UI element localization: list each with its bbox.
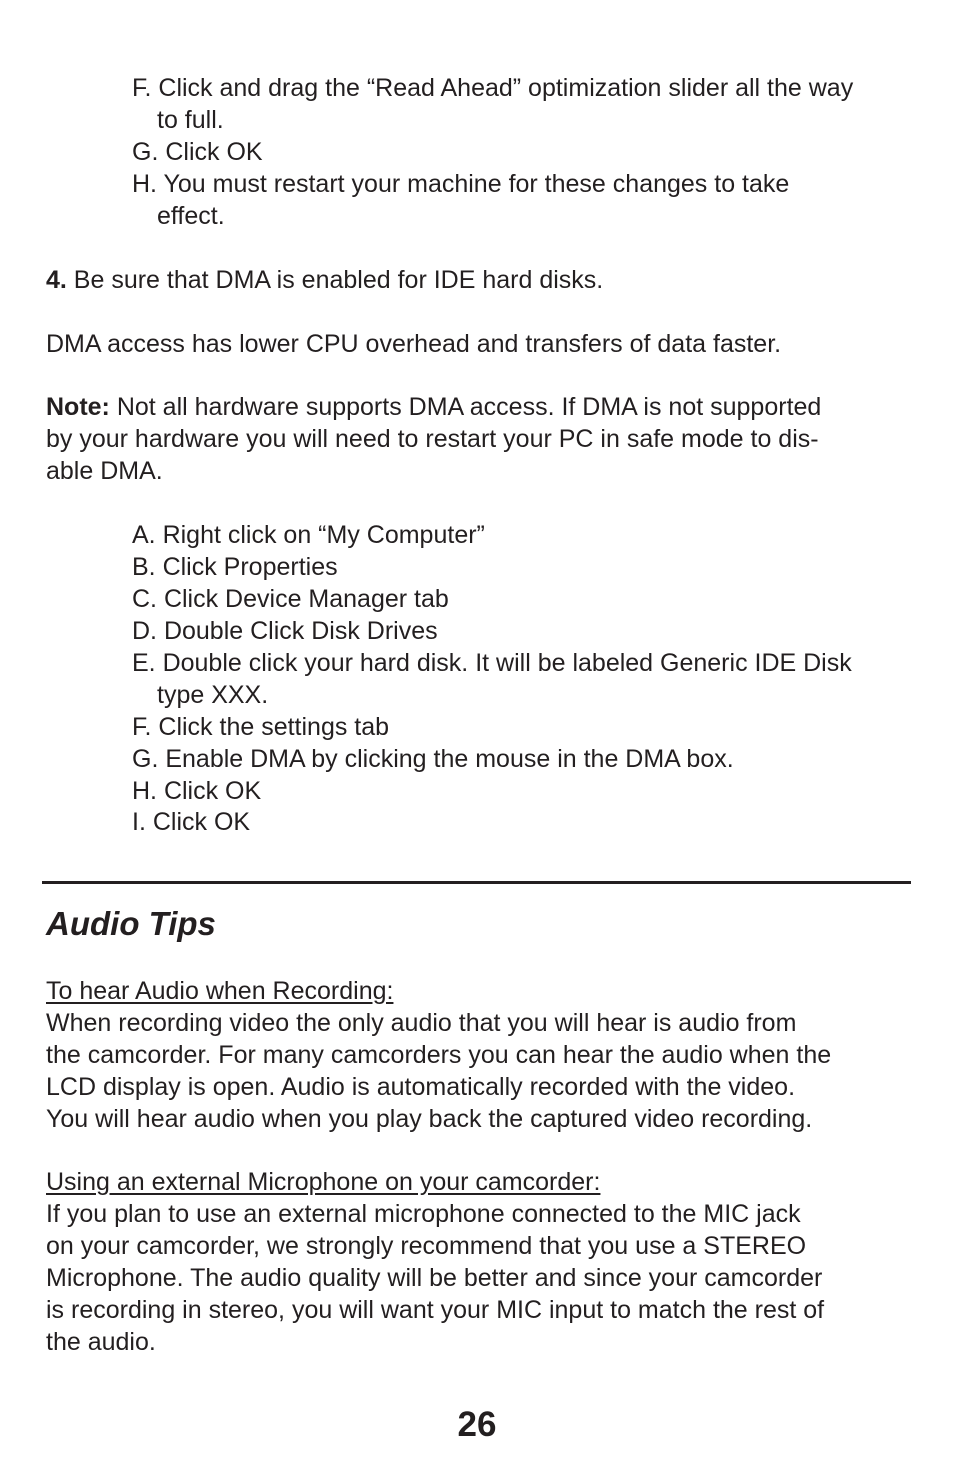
note-line-2: by your hardware you will need to restart your PC in safe mode to dis-	[46, 425, 819, 453]
dma-step-i: I. Click OK	[132, 808, 251, 836]
recording-heading: To hear Audio when Recording:	[46, 977, 394, 1005]
step-f-read-ahead: F. Click and drag the “Read Ahead” optimization slider all the way	[132, 74, 854, 102]
microphone-line-2: on your camcorder, we strongly recommend that you use a STEREO	[46, 1232, 807, 1260]
section-title: Audio Tips	[46, 905, 216, 942]
dma-step-d: D. Double Click Disk Drives	[132, 617, 438, 645]
dma-step-c: C. Click Device Manager tab	[132, 585, 449, 613]
note-line-1	[46, 391, 821, 423]
dma-step-b: B. Click Properties	[132, 553, 338, 581]
step-h-restart-cont: effect.	[157, 202, 225, 230]
dma-step-h: H. Click OK	[132, 777, 262, 805]
section-divider	[42, 881, 911, 884]
step-g-click-ok: G. Click OK	[132, 138, 263, 166]
microphone-line-3: Microphone. The audio quality will be better and since your camcorder	[46, 1264, 823, 1292]
recording-line-1: When recording video the only audio that you will hear is audio from	[46, 1009, 797, 1037]
note-line-3: able DMA.	[46, 457, 163, 485]
recording-line-2: the camcorder. For many camcorders you can hear the audio when the	[46, 1041, 832, 1069]
dma-step-g: G. Enable DMA by clicking the mouse in the DMA box.	[132, 745, 734, 773]
dma-step-f: F. Click the settings tab	[132, 713, 390, 741]
note-text-1: Not all hardware supports DMA access. If DMA is not supported	[109, 393, 822, 421]
dma-step-e: E. Double click your hard disk. It will be labeled Generic IDE Disk	[132, 649, 852, 677]
item-4-number: 4.	[46, 266, 67, 294]
dma-step-a: A. Right click on “My Computer”	[132, 521, 485, 549]
item-4	[46, 264, 603, 296]
microphone-line-4: is recording in stereo, you will want your MIC input to match the rest of	[46, 1296, 825, 1324]
microphone-line-1: If you plan to use an external microphone connected to the MIC jack	[46, 1200, 801, 1228]
recording-line-3: LCD display is open. Audio is automatically recorded with the video.	[46, 1073, 796, 1101]
microphone-heading: Using an external Microphone on your camcorder:	[46, 1168, 601, 1196]
recording-line-4: You will hear audio when you play back the captured video recording.	[46, 1105, 813, 1133]
microphone-line-5: the audio.	[46, 1328, 156, 1356]
page-number: 26	[457, 1405, 497, 1444]
item-4-text: Be sure that DMA is enabled for IDE hard disks.	[66, 266, 604, 294]
dma-paragraph: DMA access has lower CPU overhead and transfers of data faster.	[46, 330, 782, 358]
note-label: Note:	[46, 393, 110, 421]
dma-step-e-cont: type XXX.	[157, 681, 269, 709]
step-f-read-ahead-cont: to full.	[157, 106, 224, 134]
step-h-restart: H. You must restart your machine for these changes to take	[132, 170, 790, 198]
